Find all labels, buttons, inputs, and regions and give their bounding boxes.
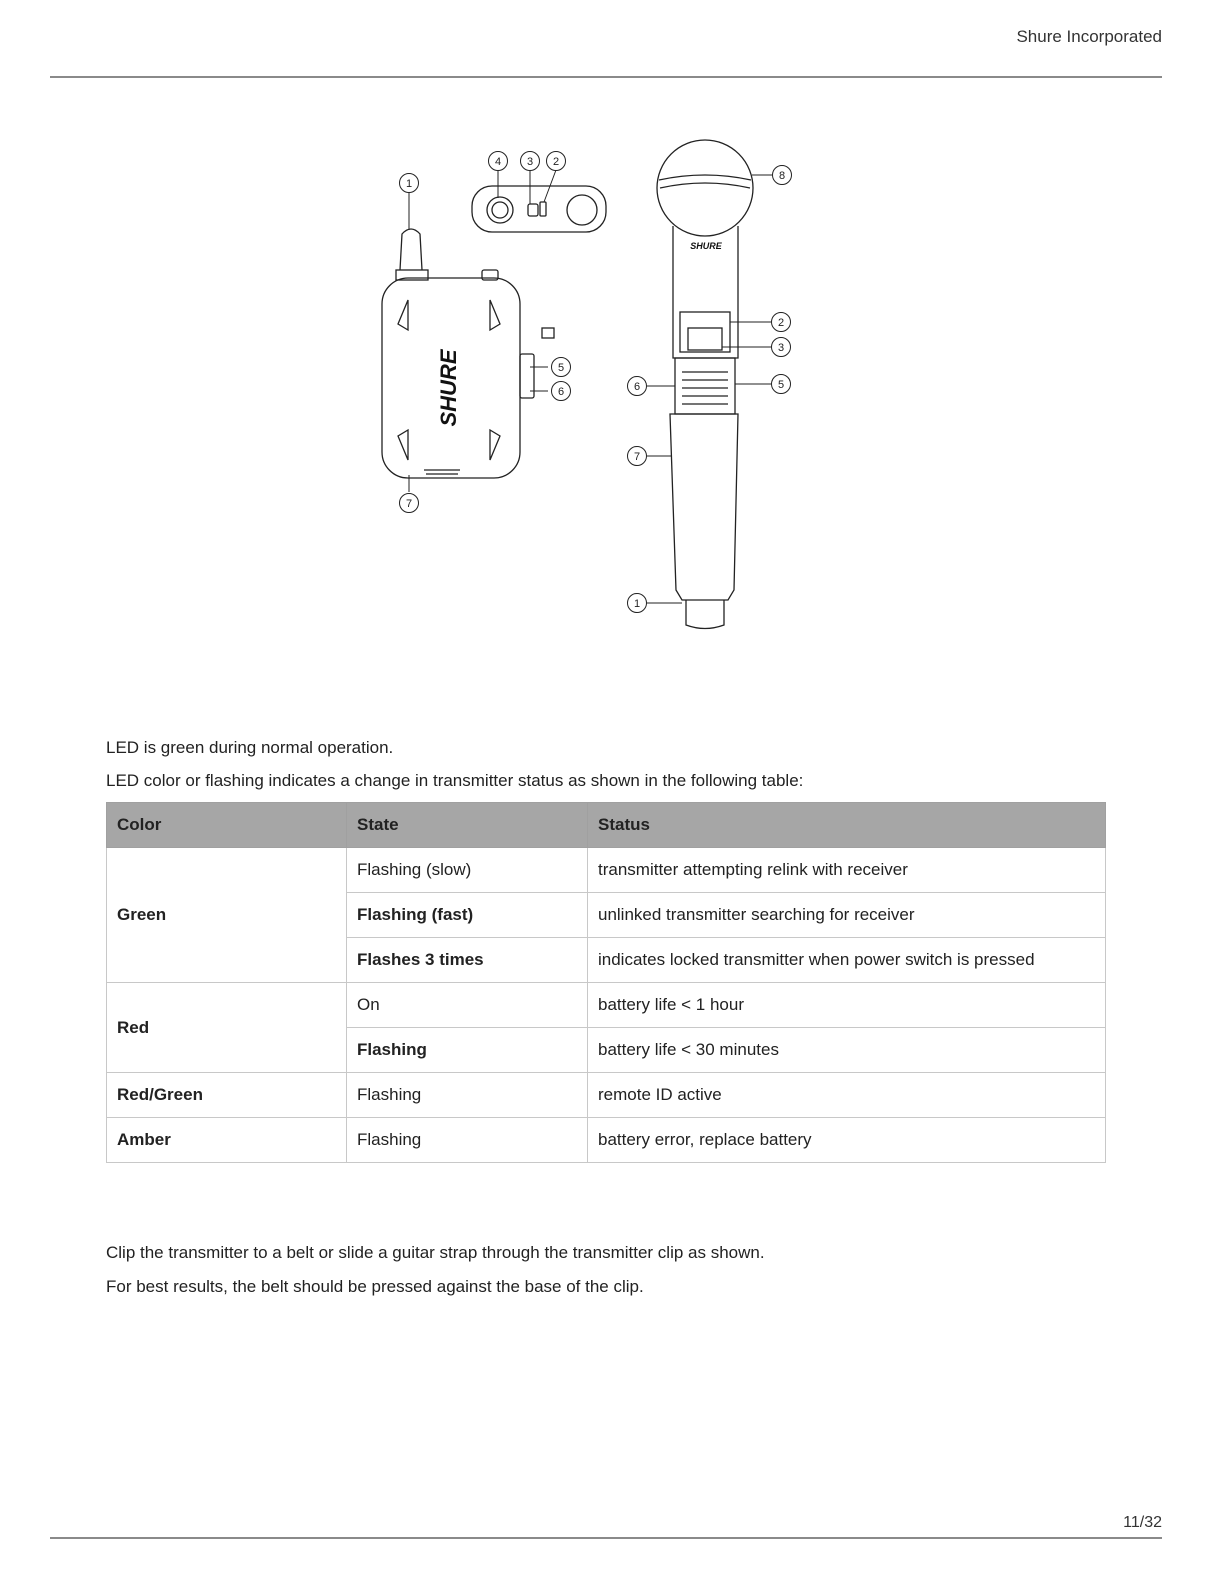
bodypack-callout-label: 4 — [494, 156, 502, 168]
status-cell: battery error, replace battery — [588, 1118, 1106, 1163]
footer-rule — [50, 1537, 1162, 1539]
handheld-callout-label: 7 — [633, 451, 641, 463]
intro-line-2: LED color or flashing indicates a change in transmitter status as shown in the following table: — [106, 771, 804, 790]
status-cell: unlinked transmitter searching for receiver — [588, 893, 1106, 938]
state-cell: Flashing — [347, 1118, 588, 1163]
status-cell: battery life < 1 hour — [588, 983, 1106, 1028]
status-cell: remote ID active — [588, 1073, 1106, 1118]
status-cell: indicates locked transmitter when power switch is pressed — [588, 938, 1106, 983]
table-row — [107, 848, 1106, 893]
bodypack-callout-label: 1 — [405, 178, 413, 190]
clip-line-2: For best results, the belt should be pressed against the base of the clip. — [106, 1277, 644, 1296]
handheld-logo: SHURE — [690, 241, 722, 251]
header-state: State — [347, 803, 588, 848]
bodypack-front-view — [382, 229, 554, 478]
page-number: 11/32 — [1123, 1514, 1162, 1531]
color-cell: Amber — [107, 1118, 347, 1163]
table-row — [107, 1073, 1106, 1118]
bodypack-top-view — [472, 186, 606, 232]
bodypack-callout-label: 6 — [557, 386, 565, 398]
bodypack-callout-label: 5 — [557, 362, 565, 374]
table-row — [107, 1118, 1106, 1163]
table-header-row — [107, 803, 1106, 848]
bodypack-logo: SHURE — [436, 349, 461, 427]
status-cell: transmitter attempting relink with receiver — [588, 848, 1106, 893]
clip-line-1: Clip the transmitter to a belt or slide a guitar strap through the transmitter clip as shown. — [106, 1243, 765, 1262]
handheld-callout-label: 6 — [633, 381, 641, 393]
bodypack-callout-label: 7 — [405, 498, 413, 510]
handheld-callout-label: 5 — [777, 379, 785, 391]
header-rule — [50, 76, 1162, 78]
bodypack-callout-label: 2 — [552, 156, 560, 168]
state-cell: Flashing — [347, 1073, 588, 1118]
bodypack-callout-label: 3 — [526, 156, 534, 168]
led-status-table — [106, 802, 1106, 1163]
color-cell: Green — [107, 848, 347, 983]
state-cell: On — [347, 983, 588, 1028]
handheld-callout-label: 3 — [777, 342, 785, 354]
header-status: Status — [588, 803, 1106, 848]
state-cell: Flashing — [347, 1028, 588, 1073]
transmitter-diagram — [370, 130, 830, 640]
header-company-name: Shure Incorporated — [1016, 27, 1162, 46]
color-cell: Red/Green — [107, 1073, 347, 1118]
state-cell: Flashing (fast) — [347, 893, 588, 938]
handheld-callout-label: 2 — [777, 317, 785, 329]
handheld-callout-label: 8 — [778, 170, 786, 182]
intro-line-1: LED is green during normal operation. — [106, 738, 394, 757]
header-color: Color — [107, 803, 347, 848]
handheld-callout-label: 1 — [633, 598, 641, 610]
state-cell: Flashes 3 times — [347, 938, 588, 983]
color-cell: Red — [107, 983, 347, 1073]
table-row — [107, 983, 1106, 1028]
state-cell: Flashing (slow) — [347, 848, 588, 893]
status-cell: battery life < 30 minutes — [588, 1028, 1106, 1073]
